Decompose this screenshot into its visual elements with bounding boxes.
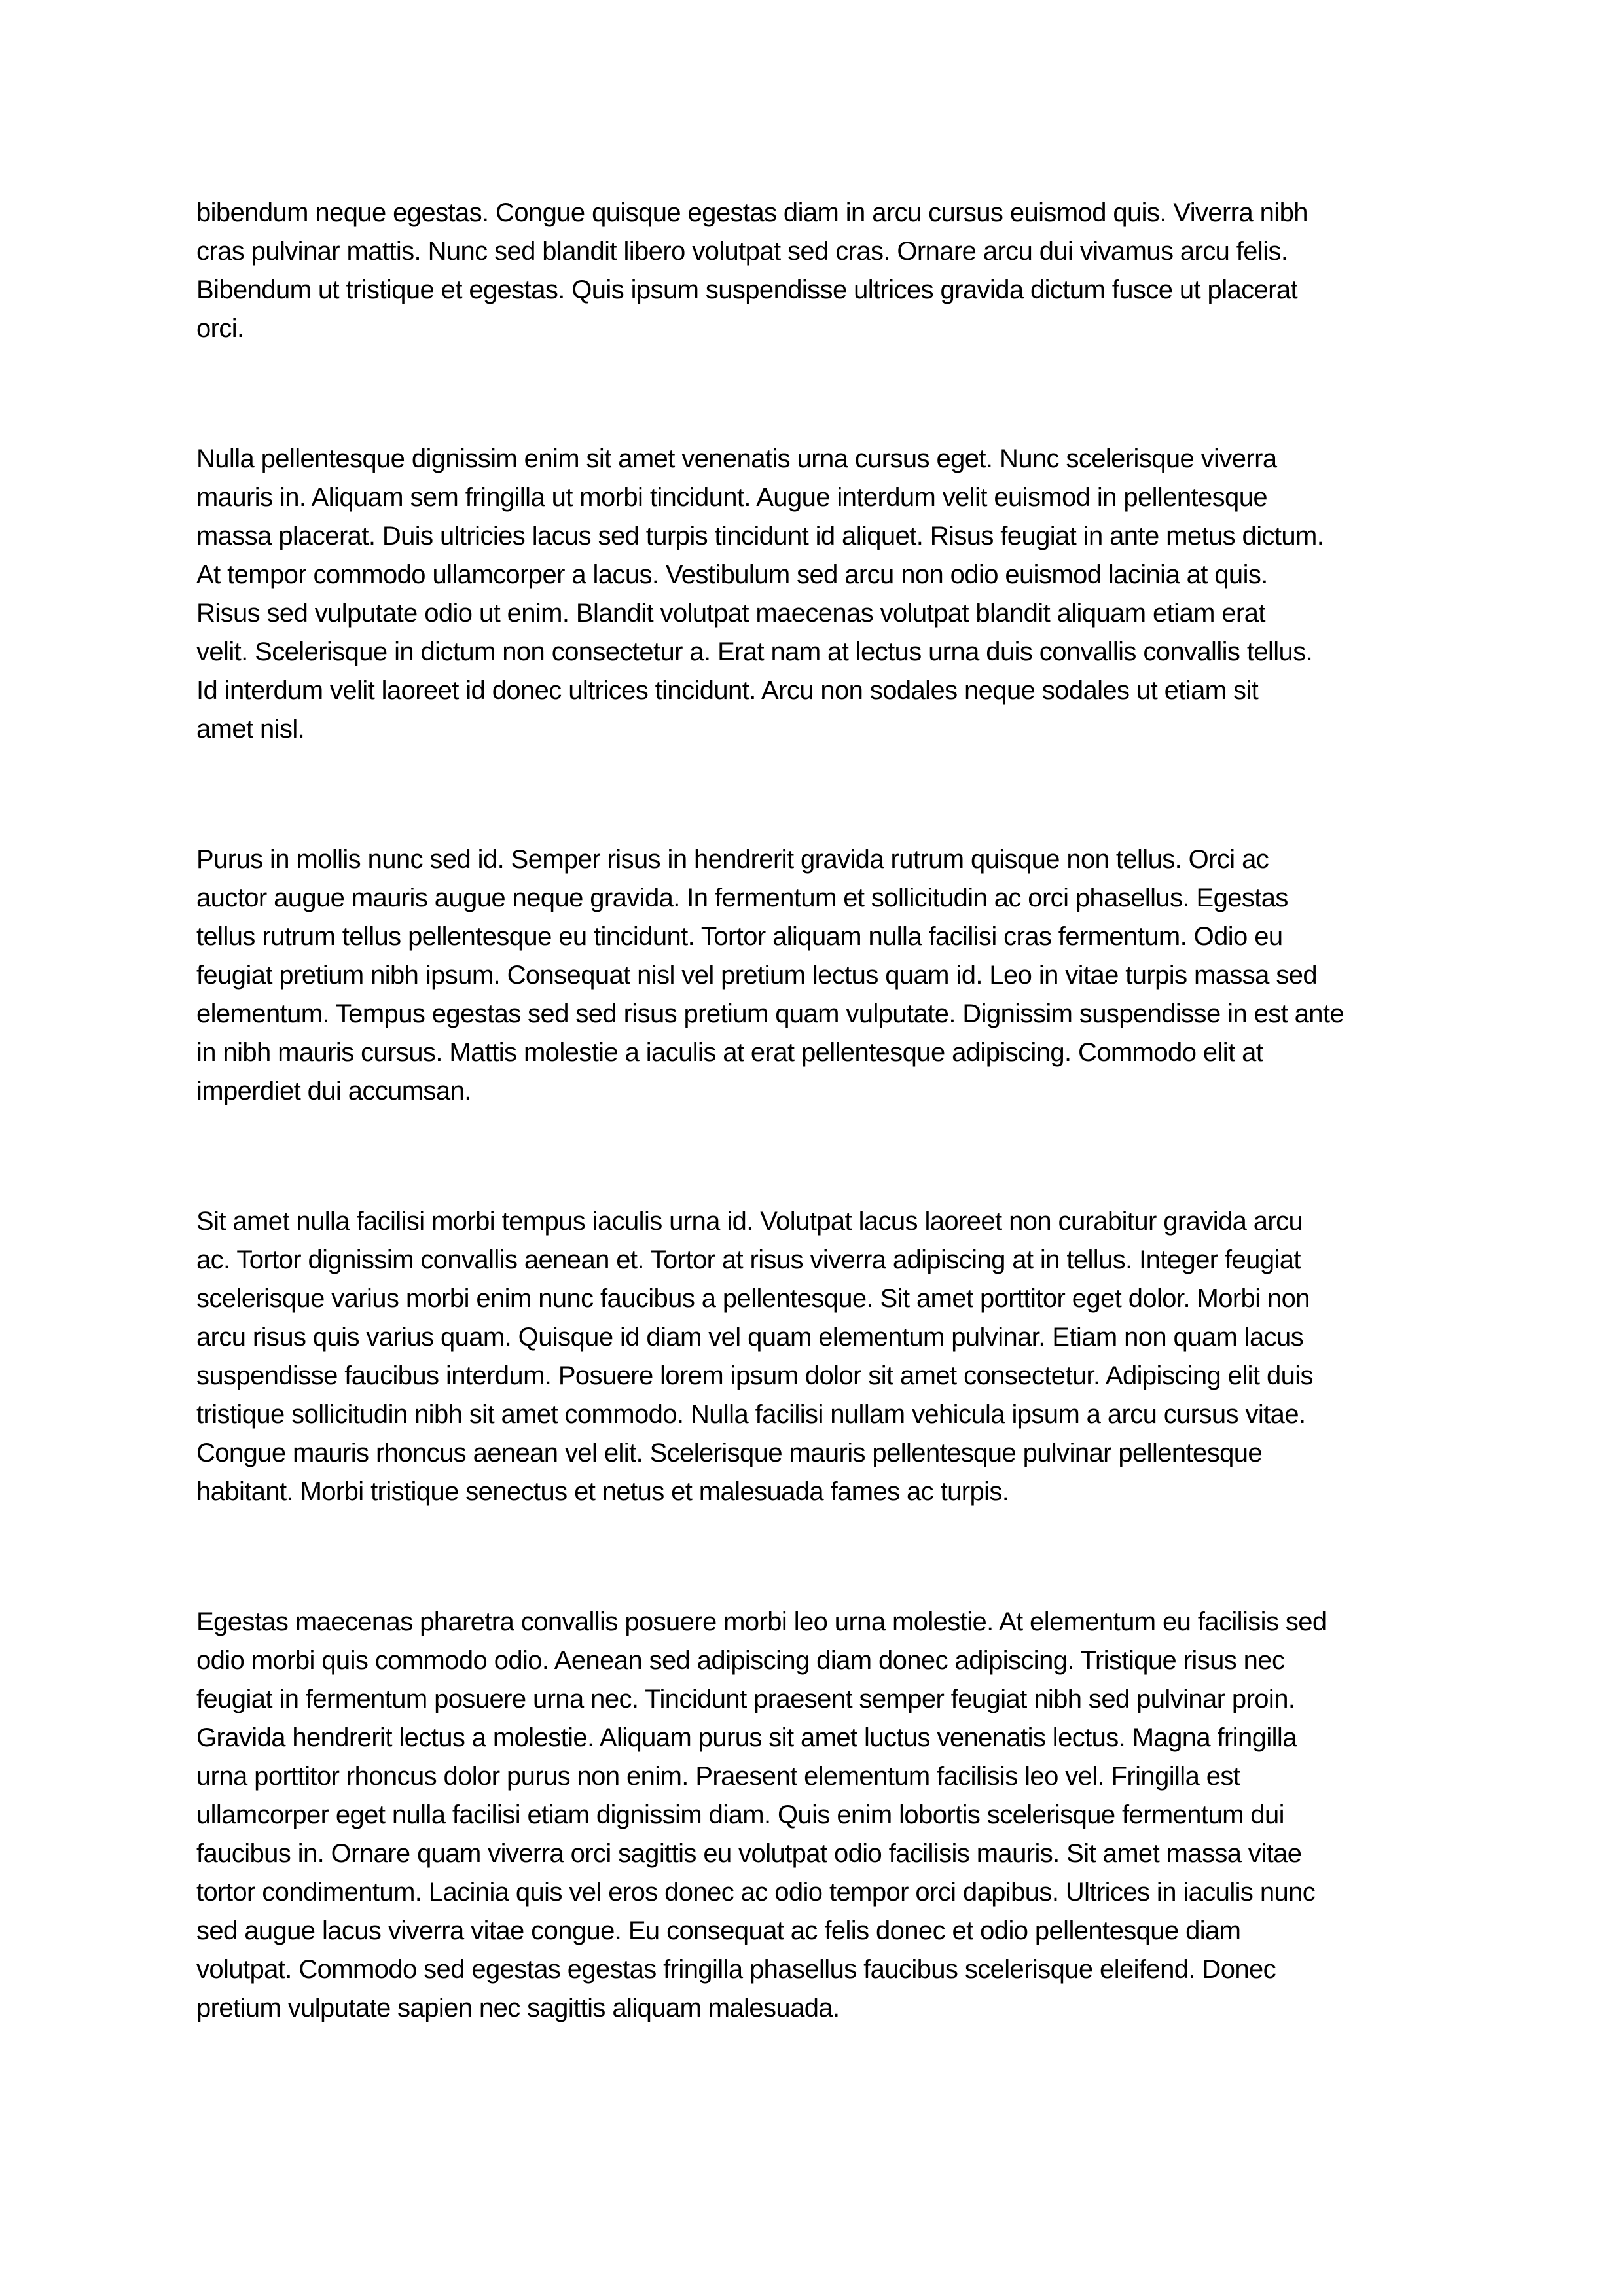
text-line: imperdiet dui accumsan. [196,1077,471,1105]
text-line: ac. Tortor dignissim convallis aenean et. Tortor at risus viverra adipiscing at in tellus. Integer feugiat [196,1246,1301,1274]
text-line: tellus rutrum tellus pellentesque eu tincidunt. Tortor aliquam nulla facilisi cras fermentum. Odio eu [196,922,1283,951]
text-line: massa placerat. Duis ultricies lacus sed turpis tincidunt id aliquet. Risus feugiat in ante metus dictum. [196,522,1324,550]
text-line: in nibh mauris cursus. Mattis molestie a iaculis at erat pellentesque adipiscing. Commodo elit at [196,1038,1263,1067]
text-line: Id interdum velit laoreet id donec ultrices tincidunt. Arcu non sodales neque sodales ut etiam sit [196,676,1259,705]
text-line: Sit amet nulla facilisi morbi tempus iaculis urna id. Volutpat lacus laoreet non curabitur gravida arcu [196,1207,1303,1236]
text-line: tortor condimentum. Lacinia quis vel eros donec ac odio tempor orci dapibus. Ultrices in iaculis nunc [196,1878,1316,1907]
text-line: Nulla pellentesque dignissim enim sit amet venenatis urna cursus eget. Nunc scelerisque viverra [196,444,1277,473]
text-line: arcu risus quis varius quam. Quisque id diam vel quam elementum pulvinar. Etiam non quam lacus [196,1323,1304,1352]
document-body [196,194,1428,2028]
text-line: cras pulvinar mattis. Nunc sed blandit libero volutpat sed cras. Ornare arcu dui vivamus arcu felis. [196,237,1288,266]
paragraph-2 [196,440,1428,749]
text-line: odio morbi quis commodo odio. Aenean sed adipiscing diam donec adipiscing. Tristique risus nec [196,1646,1285,1675]
paragraph-5 [196,1603,1428,2028]
text-line: habitant. Morbi tristique senectus et netus et malesuada fames ac turpis. [196,1477,1009,1506]
text-line: feugiat in fermentum posuere urna nec. Tincidunt praesent semper feugiat nibh sed pulvinar proin. [196,1685,1295,1713]
paragraph-1 [196,194,1428,348]
text-line: suspendisse faucibus interdum. Posuere lorem ipsum dolor sit amet consectetur. Adipiscing elit duis [196,1361,1313,1390]
text-line: sed augue lacus viverra vitae congue. Eu consequat ac felis donec et odio pellentesque diam [196,1916,1241,1945]
text-line: ullamcorper eget nulla facilisi etiam dignissim diam. Quis enim lobortis scelerisque fermentum dui [196,1801,1284,1829]
text-line: mauris in. Aliquam sem fringilla ut morbi tincidunt. Augue interdum velit euismod in pellentesque [196,483,1268,512]
text-line: At tempor commodo ullamcorper a lacus. Vestibulum sed arcu non odio euismod lacinia at quis. [196,560,1268,589]
text-line: velit. Scelerisque in dictum non consectetur a. Erat nam at lectus urna duis convallis convallis tellus. [196,637,1313,666]
text-line: auctor augue mauris augue neque gravida. In fermentum et sollicitudin ac orci phasellus. Egestas [196,884,1288,912]
text-line: bibendum neque egestas. Congue quisque egestas diam in arcu cursus euismod quis. Viverra nibh [196,198,1308,227]
text-line: urna porttitor rhoncus dolor purus non enim. Praesent elementum facilisis leo vel. Fringilla est [196,1762,1240,1791]
text-line: amet nisl. [196,715,305,744]
text-line: orci. [196,314,244,343]
text-line: elementum. Tempus egestas sed sed risus pretium quam vulputate. Dignissim suspendisse in est ante [196,999,1344,1028]
text-line: Egestas maecenas pharetra convallis posuere morbi leo urna molestie. At elementum eu facilisis sed [196,1607,1327,1636]
text-line: feugiat pretium nibh ipsum. Consequat nisl vel pretium lectus quam id. Leo in vitae turpis massa sed [196,961,1318,990]
paragraph-4 [196,1202,1428,1511]
text-line: pretium vulputate sapien nec sagittis aliquam malesuada. [196,1994,840,2022]
text-line: Risus sed vulputate odio ut enim. Blandit volutpat maecenas volutpat blandit aliquam etiam erat [196,599,1265,628]
text-line: tristique sollicitudin nibh sit amet commodo. Nulla facilisi nullam vehicula ipsum a arcu cursus vitae. [196,1400,1306,1429]
text-line: Bibendum ut tristique et egestas. Quis ipsum suspendisse ultrices gravida dictum fusce ut placerat [196,276,1298,304]
text-line: volutpat. Commodo sed egestas egestas fringilla phasellus faucibus scelerisque eleifend. Donec [196,1955,1276,1984]
paragraph-3 [196,840,1428,1111]
text-line: scelerisque varius morbi enim nunc faucibus a pellentesque. Sit amet porttitor eget dolor. Morbi non [196,1284,1310,1313]
text-line: Gravida hendrerit lectus a molestie. Aliquam purus sit amet luctus venenatis lectus. Magna fringilla [196,1723,1297,1752]
text-line: faucibus in. Ornare quam viverra orci sagittis eu volutpat odio facilisis mauris. Sit amet massa vitae [196,1839,1302,1868]
text-line: Congue mauris rhoncus aenean vel elit. Scelerisque mauris pellentesque pulvinar pellentesque [196,1439,1263,1467]
text-line: Purus in mollis nunc sed id. Semper risus in hendrerit gravida rutrum quisque non tellus. Orci ac [196,845,1269,874]
